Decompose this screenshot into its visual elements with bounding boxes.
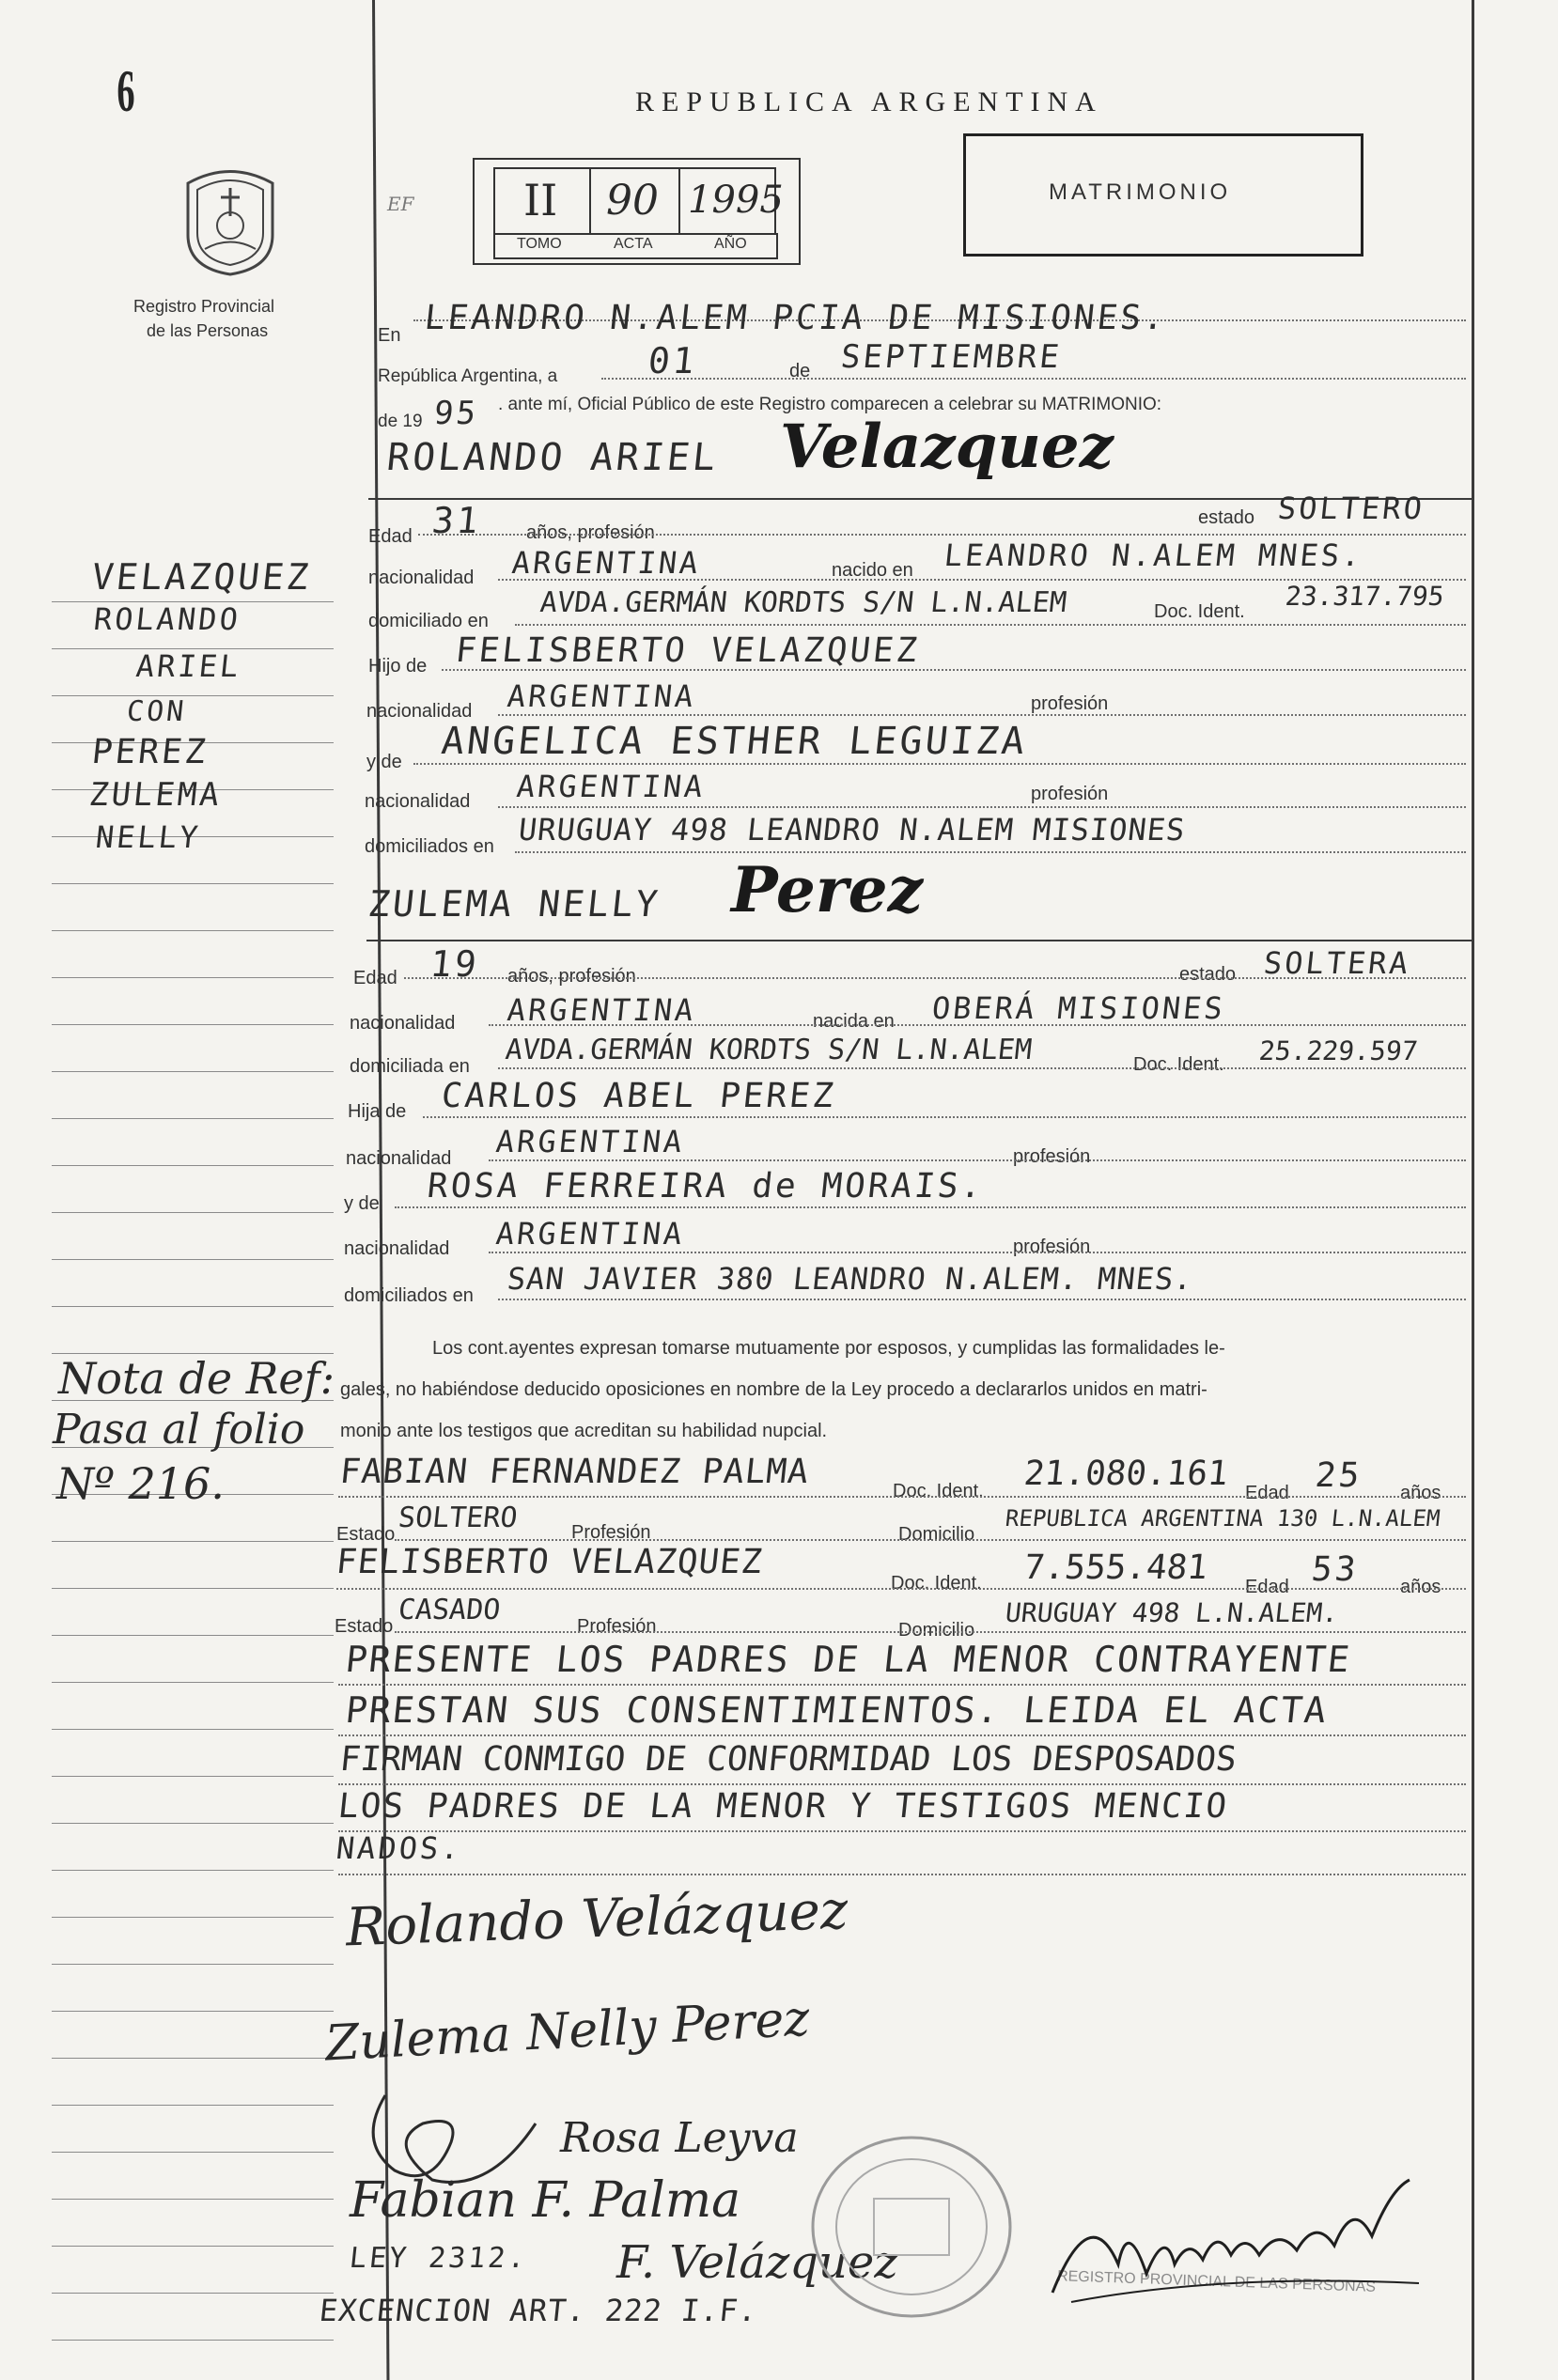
groom-surname: Velazquez xyxy=(780,412,1114,482)
witness2-doc-label: Doc. Ident. xyxy=(891,1573,982,1594)
groom-doc-label: Doc. Ident. xyxy=(1154,601,1245,622)
groom-dom-line xyxy=(515,624,1466,626)
declaration-line-2: gales, no habiéndose deducido oposiciones en nombre de la Ley procedo a declararlos unidos en matri- xyxy=(340,1379,1207,1400)
bride-nacida-label: nacida en xyxy=(813,1011,895,1032)
notes-line-2: PRESTAN SUS CONSENTIMIENTOS. LEIDA EL ACTA xyxy=(343,1689,1331,1731)
margin-rule xyxy=(52,1259,334,1260)
margin-reference-line-3: Nº 216. xyxy=(56,1458,225,1509)
witness1-domicilio: REPUBLICA ARGENTINA 130 L.N.ALEM xyxy=(1004,1505,1441,1532)
groom-mother-nac: ARGENTINA xyxy=(515,769,708,804)
bride-domiciliados-label: domiciliados en xyxy=(344,1285,474,1306)
record-box xyxy=(473,158,801,265)
bride-doc: 25.229.597 xyxy=(1257,1035,1420,1066)
groom-parents-domicilio: URUGUAY 498 LEANDRO N.ALEM MISIONES xyxy=(517,812,1188,848)
place-value: LEANDRO N.ALEM PCIA DE MISIONES. xyxy=(422,299,1169,337)
margin-rule xyxy=(52,1306,334,1307)
bride-edad-line xyxy=(404,977,1466,979)
notes-line-5: NADOS. xyxy=(335,1830,464,1866)
groom-mother-prof-label: profesión xyxy=(1031,784,1109,804)
witness1-edad-label: Edad xyxy=(1245,1483,1289,1503)
bride-mother-nac: ARGENTINA xyxy=(494,1216,687,1252)
en-label: En xyxy=(378,325,401,346)
bride-nacida: OBERÁ MISIONES xyxy=(930,990,1227,1026)
groom-father-line xyxy=(442,669,1466,671)
margin-rule xyxy=(52,1165,334,1166)
groom-father-nac-label: nacionalidad xyxy=(366,701,473,722)
groom-mother-nac-label: nacionalidad xyxy=(365,791,471,812)
margin-rule xyxy=(52,1964,334,1965)
witness2-anos-label: años xyxy=(1400,1577,1441,1597)
bride-estado-label: estado xyxy=(1179,964,1237,985)
notes-line-1: PRESENTE LOS PADRES DE LA MENOR CONTRAYENTE xyxy=(343,1639,1354,1680)
country-header: REPUBLICA ARGENTINA xyxy=(635,86,1103,117)
margin-rule xyxy=(52,2246,334,2247)
groom-anos-profesion-label: años, profesión xyxy=(526,522,655,543)
notes-rule-2 xyxy=(338,1734,1466,1736)
witness1-doc-label: Doc. Ident. xyxy=(893,1481,984,1501)
witness2-estado-line xyxy=(395,1631,1466,1633)
bride-domiciliada-label: domiciliada en xyxy=(350,1056,470,1077)
margin-rule xyxy=(52,1635,334,1636)
notes-line-3: FIRMAN CONMIGO DE CONFORMIDAD LOS DESPOSADOS xyxy=(337,1740,1239,1779)
acta-value: 90 xyxy=(606,177,659,225)
groom-domiciliado-label: domiciliado en xyxy=(368,611,489,631)
signature-mother: Rosa Leyva xyxy=(560,2114,799,2162)
groom-nacionalidad-label: nacionalidad xyxy=(368,568,475,588)
groom-edad-line xyxy=(418,534,1466,536)
registry-seal-icon xyxy=(179,160,282,277)
signature-witness2: F. Velázquez xyxy=(616,2236,898,2289)
ano-value: 1995 xyxy=(688,179,784,222)
margin-rule xyxy=(52,2152,334,2153)
bride-doc-label: Doc. Ident. xyxy=(1133,1054,1224,1075)
margin-rule xyxy=(52,1024,334,1025)
bride-mother-nac-line xyxy=(489,1252,1466,1253)
margin-rule xyxy=(52,1917,334,1918)
groom-mother-nac-line xyxy=(498,806,1466,808)
bride-nacionalidad: ARGENTINA xyxy=(506,992,698,1028)
bride-nacionalidad-label: nacionalidad xyxy=(350,1013,456,1034)
day-value: 01 xyxy=(646,340,700,381)
witness2-domicilio-label: Domicilio xyxy=(898,1620,975,1641)
record-box-ano xyxy=(680,167,784,235)
notes-rule-4 xyxy=(338,1830,1466,1832)
witness1-anos-label: años xyxy=(1400,1483,1441,1503)
exemption-line-1: LEY 2312. xyxy=(348,2242,530,2275)
bride-dom-line xyxy=(498,1067,1466,1069)
groom-estado: SOLTERO xyxy=(1276,490,1426,526)
margin-rule xyxy=(52,1588,334,1589)
stamp-text: REGISTRO PROVINCIAL DE LAS PERSONAS xyxy=(1056,2268,1377,2295)
witness2-domicilio: URUGUAY 498 L.N.ALEM. xyxy=(1004,1597,1340,1628)
signature-witness1: Fabian F. Palma xyxy=(350,2172,741,2229)
bride-father-nac-line xyxy=(489,1159,1466,1161)
margin-rule xyxy=(52,2199,334,2200)
margin-name-2: ROLANDO xyxy=(92,601,242,637)
margin-rule xyxy=(52,883,334,884)
witness1-domicilio-label: Domicilio xyxy=(898,1524,975,1545)
notes-line-4: LOS PADRES DE LA MENOR Y TESTIGOS MENCIO xyxy=(335,1787,1231,1826)
witness2-doc: 7.555.481 xyxy=(1021,1548,1210,1587)
registry-name-line1: Registro Provincial xyxy=(133,297,275,316)
bride-domicilio: AVDA.GERMÁN KORDTS S/N L.N.ALEM xyxy=(504,1034,1034,1066)
margin-name-3: ARIEL xyxy=(134,648,243,684)
ano-label: AÑO xyxy=(714,236,747,252)
witness2-name-line xyxy=(336,1588,1466,1590)
witness2-profesion-label: Profesión xyxy=(577,1616,657,1637)
margin-name-5: PEREZ xyxy=(89,733,210,771)
witness2-age: 53 xyxy=(1309,1550,1361,1589)
tomo-value: II xyxy=(523,175,558,226)
margin-rule xyxy=(52,930,334,931)
groom-nacido-label: nacido en xyxy=(832,560,913,581)
right-vertical-rule xyxy=(1472,0,1474,2380)
groom-mother-line xyxy=(413,763,1466,765)
bride-y-de-label: y de xyxy=(344,1193,380,1214)
margin-rule xyxy=(52,1870,334,1871)
witness2-estado-label: Estado xyxy=(335,1616,394,1637)
witness1-age: 25 xyxy=(1313,1456,1364,1495)
declaration-line-1: Los cont.ayentes expresan tomarse mutuamente por esposos, y cumplidas las formalidades le- xyxy=(432,1338,1225,1359)
groom-edad-label: Edad xyxy=(368,526,413,547)
republica-label: República Argentina, a xyxy=(378,366,558,386)
groom-father-prof-label: profesión xyxy=(1031,693,1109,714)
officer-text: . ante mí, Oficial Público de este Registro comparecen a celebrar su MATRIMONIO: xyxy=(498,395,1162,414)
bride-mother-prof-label: profesión xyxy=(1013,1237,1091,1257)
margin-rule xyxy=(52,1541,334,1542)
bride-estado: SOLTERA xyxy=(1262,945,1412,981)
de19-label: de 19 xyxy=(378,412,423,431)
bride-divider xyxy=(366,940,1472,941)
bride-mother-line xyxy=(395,1206,1466,1208)
margin-reference-line-2: Pasa al folio xyxy=(53,1406,305,1454)
bride-father: CARLOS ABEL PEREZ xyxy=(439,1077,838,1115)
notes-rule-3 xyxy=(338,1783,1466,1785)
margin-rule xyxy=(52,1682,334,1683)
act-type-label: MATRIMONIO xyxy=(1049,179,1232,205)
margin-rule xyxy=(52,1071,334,1072)
witness1-estado: SOLTERO xyxy=(397,1501,520,1534)
groom-y-de-label: y de xyxy=(366,752,402,772)
margin-name-4: CON xyxy=(125,695,189,728)
groom-father: FELISBERTO VELAZQUEZ xyxy=(453,631,922,670)
margin-reference-line-1: Nota de Ref: xyxy=(58,1353,335,1404)
witness1-estado-label: Estado xyxy=(336,1524,396,1545)
margin-rule xyxy=(52,1212,334,1213)
margin-rule xyxy=(52,2011,334,2012)
margin-rule xyxy=(52,695,334,696)
tomo-label: TOMO xyxy=(517,236,562,252)
groom-father-nac: ARGENTINA xyxy=(506,678,698,714)
bride-parents-domicilio: SAN JAVIER 380 LEANDRO N.ALEM. MNES. xyxy=(506,1261,1195,1297)
margin-rule xyxy=(52,1729,334,1730)
de-label: de xyxy=(789,361,811,381)
groom-doc: 23.317.795 xyxy=(1284,581,1446,612)
signature-bride: Zulema Nelly Perez xyxy=(323,1990,811,2073)
act-type-box xyxy=(963,133,1363,257)
acta-label: ACTA xyxy=(614,236,653,252)
year-suffix: 95 xyxy=(431,395,481,432)
signature-groom: Rolando Velázquez xyxy=(345,1879,849,1959)
notes-rule-1 xyxy=(338,1684,1466,1686)
groom-nacido: LEANDRO N.ALEM MNES. xyxy=(943,537,1365,573)
margin-rule xyxy=(52,2105,334,2106)
exemption-line-2: EXCENCION ART. 222 I.F. xyxy=(318,2293,760,2328)
bride-father-line xyxy=(423,1116,1466,1118)
registry-name-line2: de las Personas xyxy=(147,321,269,340)
bride-edad-label: Edad xyxy=(353,968,397,988)
groom-nacionalidad: ARGENTINA xyxy=(510,545,703,581)
witness2-edad-label: Edad xyxy=(1245,1577,1289,1597)
record-box-tomo xyxy=(493,167,591,235)
margin-rule xyxy=(52,2058,334,2059)
bride-mother: ROSA FERREIRA de MORAIS. xyxy=(425,1167,987,1206)
bride-given-names: ZULEMA NELLY xyxy=(366,883,662,925)
bride-nac-line xyxy=(489,1024,1466,1026)
bride-surname: Perez xyxy=(731,853,924,926)
bride-father-nac: ARGENTINA xyxy=(494,1124,687,1159)
groom-parents-line xyxy=(515,851,1466,853)
groom-given-names: ROLANDO ARIEL xyxy=(384,436,721,479)
bride-anos-profesion-label: años, profesión xyxy=(507,966,636,987)
groom-estado-label: estado xyxy=(1198,507,1255,528)
witness2-name: FELISBERTO VELAZQUEZ xyxy=(334,1543,765,1581)
margin-name-1: VELAZQUEZ xyxy=(89,556,314,598)
bride-age: 19 xyxy=(428,943,482,985)
groom-domicilio: AVDA.GERMÁN KORDTS S/N L.N.ALEM xyxy=(538,586,1068,619)
witness1-name: FABIAN FERNANDEZ PALMA xyxy=(337,1453,811,1491)
groom-hijo-label: Hijo de xyxy=(368,656,428,677)
ef-mark: EF xyxy=(387,193,414,215)
witness1-name-line xyxy=(338,1496,1466,1498)
margin-rule xyxy=(52,1823,334,1824)
folio-number: 6 xyxy=(117,57,135,124)
margin-rule xyxy=(52,2293,334,2294)
bride-mother-nac-label: nacionalidad xyxy=(344,1238,450,1259)
notes-rule-5 xyxy=(338,1874,1466,1875)
month-value: SEPTIEMBRE xyxy=(838,338,1064,376)
margin-name-7: NELLY xyxy=(94,819,203,855)
margin-rule xyxy=(52,2340,334,2341)
witness1-estado-line xyxy=(395,1539,1466,1541)
witness1-doc: 21.080.161 xyxy=(1021,1454,1230,1493)
officer-signature-icon xyxy=(1034,2161,1428,2311)
groom-father-nac-line xyxy=(498,714,1466,716)
date-line xyxy=(601,378,1466,380)
witness1-profesion-label: Profesión xyxy=(571,1522,651,1543)
margin-rule xyxy=(52,1118,334,1119)
bride-hija-label: Hija de xyxy=(348,1101,407,1122)
bride-father-prof-label: profesión xyxy=(1013,1146,1091,1167)
groom-domiciliados-label: domiciliados en xyxy=(365,836,494,857)
margin-rule xyxy=(52,977,334,978)
margin-rule xyxy=(52,1776,334,1777)
margin-name-6: ZULEMA xyxy=(86,776,224,814)
groom-age: 31 xyxy=(429,500,484,541)
registry-stamp-icon xyxy=(808,2133,1015,2321)
groom-mother: ANGELICA ESTHER LEGUIZA xyxy=(439,720,1030,763)
witness2-estado: CASADO xyxy=(397,1594,503,1626)
record-box-acta xyxy=(589,167,680,235)
declaration-line-3: monio ante los testigos que acreditan su habilidad nupcial. xyxy=(340,1421,828,1441)
bride-parents-line xyxy=(498,1299,1466,1300)
bride-father-nac-label: nacionalidad xyxy=(346,1148,452,1169)
